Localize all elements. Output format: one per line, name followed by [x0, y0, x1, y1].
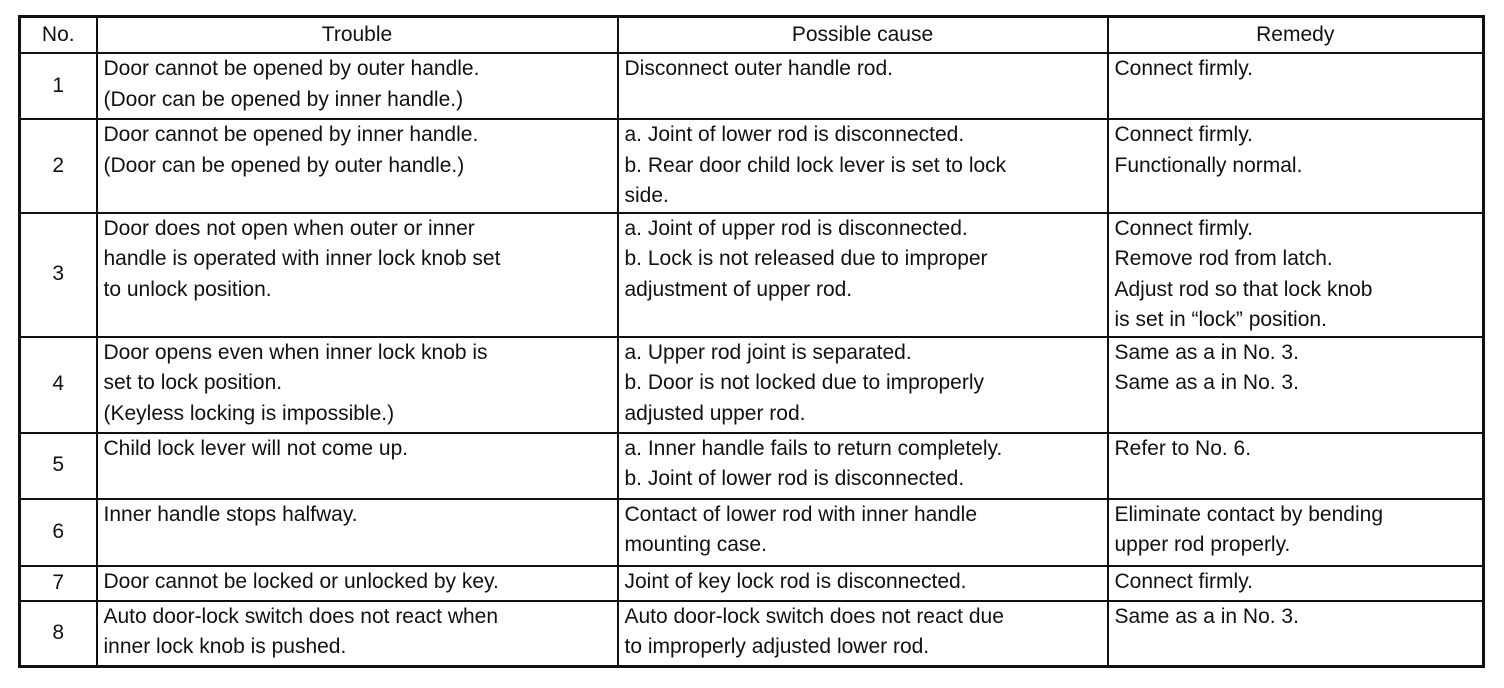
cell-remedy — [1108, 433, 1484, 499]
trouble-line: Child lock lever will not come up. — [103, 436, 409, 460]
cause-line: b. Rear door child lock lever is set to lock — [624, 153, 1007, 177]
header-possible-cause: Possible cause — [618, 17, 1108, 54]
remedy-line: Same as a in No. 3. — [1114, 340, 1299, 364]
cause-line: Joint of key lock rod is disconnected. — [624, 569, 967, 593]
trouble-line: Door opens even when inner lock knob is — [103, 340, 488, 364]
cause-line: a. Joint of upper rod is disconnected. — [624, 216, 968, 240]
cell-remedy — [1108, 601, 1484, 667]
cell-trouble — [97, 53, 618, 119]
header-trouble: Trouble — [97, 17, 618, 54]
cell-remedy — [1108, 53, 1484, 119]
trouble-line: (Door can be opened by outer handle.) — [103, 153, 465, 177]
cell-trouble — [97, 601, 618, 667]
cause-line: adjustment of upper rod. — [624, 277, 853, 301]
table-row — [20, 499, 1484, 566]
cause-line: to improperly adjusted lower rod. — [624, 635, 930, 658]
table-row — [20, 119, 1484, 213]
cell-cause — [618, 53, 1108, 119]
cause-line: a. Inner handle fails to return completely. — [624, 436, 1003, 460]
trouble-line: Door does not open when outer or inner — [103, 216, 475, 240]
trouble-line: Door cannot be locked or unlocked by key. — [103, 569, 499, 593]
remedy-line: Remove rod from latch. — [1114, 247, 1333, 270]
cell-trouble — [97, 499, 618, 566]
cell-trouble — [97, 566, 618, 601]
table-row — [20, 433, 1484, 499]
row-number: 4 — [20, 337, 97, 433]
table-row — [20, 566, 1484, 601]
remedy-line: Refer to No. 6. — [1114, 436, 1252, 460]
cell-remedy — [1108, 213, 1484, 337]
remedy-line: Same as a in No. 3. — [1114, 604, 1299, 628]
row-number: 8 — [20, 601, 97, 667]
trouble-line: Door cannot be opened by outer handle. — [103, 57, 480, 80]
cell-cause — [618, 337, 1108, 433]
trouble-line: inner lock knob is pushed. — [103, 635, 347, 658]
remedy-line: Same as a in No. 3. — [1114, 371, 1299, 394]
row-number: 6 — [20, 499, 97, 566]
remedy-line: Adjust rod so that lock knob — [1114, 277, 1373, 301]
table-row — [20, 601, 1484, 667]
trouble-line: handle is operated with inner lock knob set — [103, 247, 501, 270]
cell-trouble — [97, 119, 618, 213]
row-number: 5 — [20, 433, 97, 499]
remedy-line: Connect firmly. — [1114, 123, 1253, 146]
trouble-line: (Keyless locking is impossible.) — [103, 401, 395, 425]
row-number: 2 — [20, 119, 97, 213]
remedy-line: Eliminate contact by bending — [1114, 502, 1383, 526]
cause-line: Contact of lower rod with inner handle — [624, 502, 978, 526]
cause-line: Disconnect outer handle rod. — [624, 57, 893, 80]
cell-trouble — [97, 213, 618, 337]
remedy-line: is set in “lock” position. — [1114, 308, 1327, 331]
trouble-line: set to lock position. — [103, 371, 283, 394]
troubleshooting-table — [18, 15, 1485, 668]
table-row — [20, 337, 1484, 433]
table-row — [20, 53, 1484, 119]
cell-cause — [618, 601, 1108, 667]
remedy-line: Connect firmly. — [1114, 216, 1253, 240]
row-number: 1 — [20, 53, 97, 119]
cause-line: b. Lock is not released due to improper — [624, 247, 988, 270]
cell-trouble — [97, 337, 618, 433]
table-row — [20, 213, 1484, 337]
cell-remedy — [1108, 566, 1484, 601]
table-header-row — [20, 17, 1484, 54]
cause-line: side. — [624, 184, 669, 207]
cell-cause — [618, 119, 1108, 213]
cause-line: Auto door-lock switch does not react due — [624, 604, 1004, 628]
row-number: 3 — [20, 213, 97, 337]
cause-line: b. Joint of lower rod is disconnected. — [624, 467, 965, 490]
row-number: 7 — [20, 566, 97, 601]
header-no: No. — [20, 17, 97, 54]
cause-line: a. Upper rod joint is separated. — [624, 340, 912, 364]
remedy-line: Functionally normal. — [1114, 153, 1303, 177]
remedy-line: Connect firmly. — [1114, 569, 1253, 593]
cell-cause — [618, 433, 1108, 499]
trouble-line: (Door can be opened by inner handle.) — [103, 87, 464, 111]
cause-line: a. Joint of lower rod is disconnected. — [624, 123, 965, 146]
cause-line: b. Door is not locked due to improperly — [624, 371, 985, 394]
cause-line: adjusted upper rod. — [624, 401, 806, 425]
trouble-line: to unlock position. — [103, 277, 272, 301]
trouble-line: Auto door-lock switch does not react when — [103, 604, 499, 628]
remedy-line: Connect firmly. — [1114, 57, 1253, 80]
cell-trouble — [97, 433, 618, 499]
cell-remedy — [1108, 499, 1484, 566]
troubleshooting-table-container — [18, 15, 1485, 668]
cell-cause — [618, 566, 1108, 601]
cell-remedy — [1108, 337, 1484, 433]
trouble-line: Inner handle stops halfway. — [103, 502, 358, 526]
cause-line: mounting case. — [624, 533, 767, 556]
cell-cause — [618, 499, 1108, 566]
remedy-line: upper rod properly. — [1114, 533, 1291, 556]
cell-remedy — [1108, 119, 1484, 213]
trouble-line: Door cannot be opened by inner handle. — [103, 123, 479, 146]
header-remedy: Remedy — [1108, 17, 1484, 54]
cell-cause — [618, 213, 1108, 337]
